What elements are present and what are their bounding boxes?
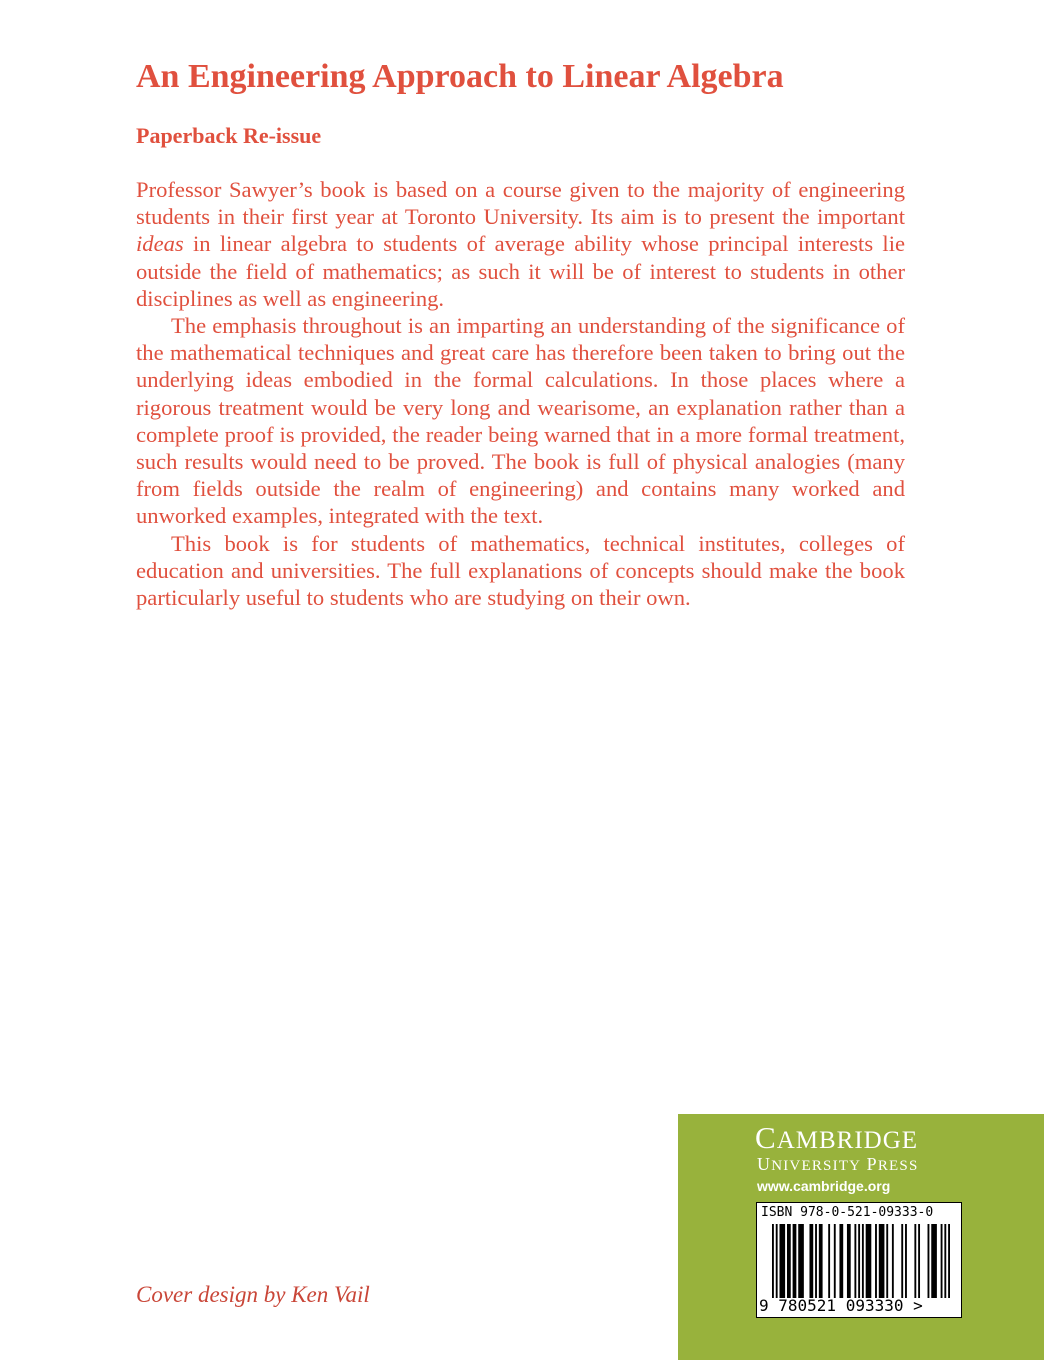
edition-subtitle: Paperback Re-issue [136, 123, 322, 148]
description [136, 176, 905, 611]
barcode-bar [834, 1224, 836, 1298]
cover-credit: Cover design by Ken Vail [136, 1282, 370, 1307]
p1-text-b: in linear algebra to students of average ability whose principal interests lie outside the field of mathematics; as such it will be of interest to students in other disciplines as well as engineering. [136, 231, 905, 311]
barcode-bar [858, 1224, 860, 1298]
barcode-bar [914, 1224, 916, 1298]
barcode-digits: 9 780521 093330 > [759, 1296, 923, 1315]
barcode-bar [776, 1224, 778, 1298]
barcode-bar [862, 1224, 864, 1298]
barcode-bar [928, 1224, 930, 1298]
barcode-bar [941, 1224, 943, 1298]
description-paragraph-3: This book is for students of mathematics, technical institutes, colleges of education and universities. The full explanations of concepts should make the book particularly useful to students who are studying on their own. [136, 530, 905, 611]
description-paragraph-2: The emphasis throughout is an imparting an understanding of the significance of the mathematical techniques and great care has therefore been taken to bring out the underlying ideas embodied in the formal calculations. In those places where a rigorous treatment would be very long and wearisome, an explanation rather than a complete proof is provided, the reader being warned that in a more formal treatment, such results would need to be proved. The book is full of physical analogies (many from fields outside the realm of engineering) and contains many worked and unworked examples, integrated with the text. [136, 313, 905, 529]
barcode-bar [854, 1224, 856, 1298]
barcode-bar [828, 1224, 830, 1298]
p1-italic-ideas: ideas [136, 231, 184, 257]
barcode-bar [847, 1224, 851, 1298]
barcode-bar [901, 1224, 903, 1298]
publisher-subname [757, 1154, 919, 1176]
barcode-bar [809, 1224, 813, 1298]
publisher-name-text: CAMBRIDGE [755, 1120, 919, 1155]
barcode-bar [787, 1224, 791, 1298]
barcode-bar [875, 1224, 877, 1298]
barcode-bar [886, 1224, 888, 1298]
barcode-bar [815, 1224, 817, 1298]
barcode-bar [892, 1224, 894, 1298]
barcode-bar [793, 1224, 797, 1298]
barcode-bars [772, 1224, 950, 1298]
barcode-bar [798, 1224, 804, 1298]
barcode-bar [879, 1224, 885, 1298]
barcode-bar [772, 1224, 774, 1298]
barcode-bar [918, 1224, 920, 1298]
barcode-bar [866, 1224, 872, 1298]
p1-text-a: Professor Sawyer’s book is based on a course given to the majority of engineering students in their first year at Toronto University. Its aim is to present the important [136, 177, 905, 230]
barcode-bar [944, 1224, 946, 1298]
isbn-label: ISBN 978-0-521-09333-0 [761, 1205, 934, 1220]
barcode-bar [819, 1224, 823, 1298]
barcode-bar [931, 1224, 937, 1298]
barcode-bar [779, 1224, 785, 1298]
barcode-bar [905, 1224, 907, 1298]
publisher-url[interactable]: www.cambridge.org [757, 1178, 891, 1194]
publisher-subname-text: UNIVERSITY PRESS [757, 1154, 919, 1174]
book-title: An Engineering Approach to Linear Algebra [136, 58, 784, 95]
barcode-bar [839, 1224, 843, 1298]
publisher-name [755, 1121, 918, 1158]
barcode-bar [948, 1224, 950, 1298]
isbn-barcode [756, 1202, 962, 1318]
publisher-panel [678, 1114, 1044, 1360]
description-paragraph-1 [136, 176, 905, 312]
